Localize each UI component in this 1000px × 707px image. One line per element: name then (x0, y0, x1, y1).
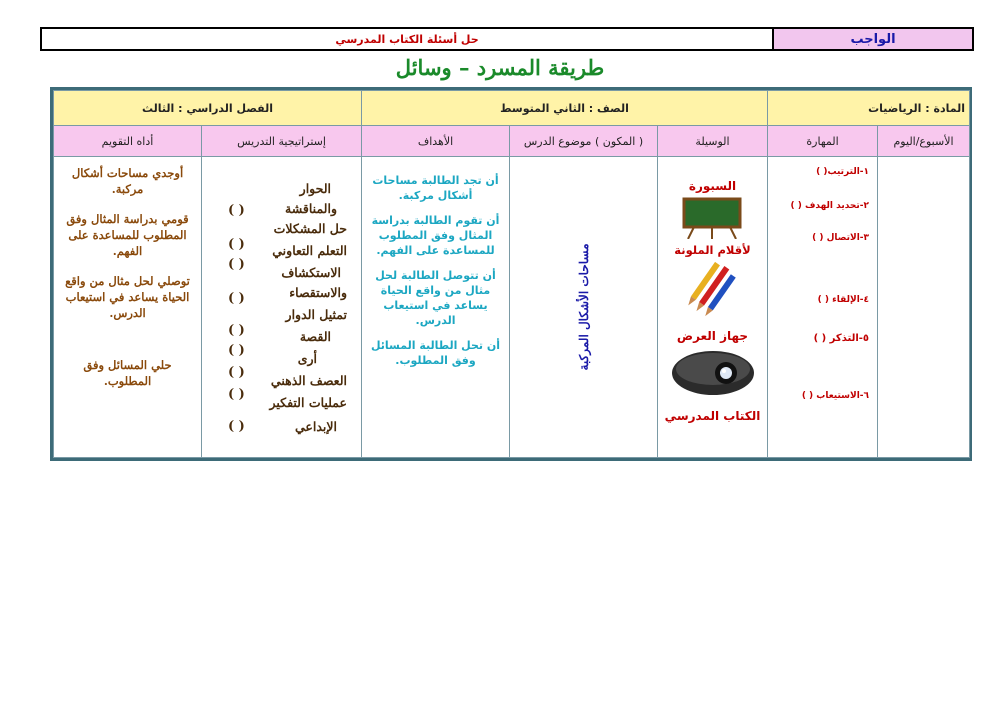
col-header-skill: المهارة (768, 126, 878, 157)
strategy-checkbox[interactable]: ( ) (228, 343, 245, 358)
col-header-week: الأسبوع/اليوم (878, 126, 970, 157)
skill-item: ٢-تحديد الهدف ( ) (790, 201, 870, 211)
strategy-checkbox[interactable]: ( ) (228, 387, 245, 402)
homework-label: الواجب (772, 29, 972, 49)
projector-icon (670, 345, 756, 397)
strategy-cell (202, 157, 362, 458)
strategy-checkbox[interactable]: ( ) (228, 323, 245, 338)
homework-value: حل أسئلة الكتاب المدرسي (335, 32, 479, 46)
evaluation-item: توصلي لحل مثال من واقع الحياة يساعد في استيعاب الدرس. (65, 274, 190, 320)
evaluation-item: قومي بدراسة المثال وفق المطلوب للمساعدة على الفهم. (66, 212, 189, 258)
evaluation-cell (54, 157, 202, 458)
skill-item: ٥-التذكر ( ) (813, 333, 870, 344)
homework-bar (40, 27, 974, 51)
skill-item: ١-الترتيب( ) (816, 167, 870, 177)
goal-item: أن تتوصل الطالبة لحل مثال من واقع الحياة يساعد في استيعاب الدرس. (375, 269, 496, 327)
strategy-item: الإبداعي (295, 419, 337, 434)
lesson-plan-table (50, 87, 972, 461)
strategy-checkbox[interactable]: ( ) (228, 257, 245, 272)
strategy-item: تمثيل الدوار (285, 307, 347, 322)
skills-cell (768, 157, 878, 458)
projector-label: جهاز العرض (676, 329, 749, 343)
goal-item: أن تقوم الطالبة بدراسة المثال وفق المطلوب للمساعدة على الفهم. (371, 214, 500, 257)
skill-item: ٣-الاتصال ( ) (812, 233, 870, 243)
page-title: طريقة المسرد – وسائل (395, 55, 605, 80)
strategy-item: والاستقصاء (289, 285, 347, 300)
colored-pencils-icon (688, 261, 738, 321)
col-header-means: الوسيلة (658, 126, 768, 157)
strategy-checkbox[interactable]: ( ) (228, 291, 245, 306)
col-header-topic: ( المكون ) موضوع الدرس (510, 126, 658, 157)
strategy-item: عمليات التفكير (269, 395, 347, 410)
board-label: السبورة (688, 179, 737, 193)
strategy-item: القصة (299, 329, 331, 344)
chalkboard-icon (682, 197, 742, 239)
skill-item: ٦-الاستيعاب ( ) (801, 391, 870, 401)
strategy-checkbox[interactable]: ( ) (228, 237, 245, 252)
goal-item: أن تجد الطالبة مساحات أشكال مركبة. (372, 174, 499, 202)
skill-item: ٤-الإلقاء ( ) (817, 295, 870, 305)
strategy-item: الاستكشاف (281, 265, 341, 280)
strategy-item: الحوار (299, 181, 331, 196)
term-cell: الفصل الدراسي : الثالث (54, 91, 362, 126)
strategy-checkbox[interactable]: ( ) (228, 203, 245, 218)
strategy-checkbox[interactable]: ( ) (228, 365, 245, 380)
topic-cell (510, 157, 658, 458)
subject-cell: المادة : الرياضيات (768, 91, 970, 126)
strategy-item: أرى (297, 351, 317, 366)
goals-cell (362, 157, 510, 458)
grade-cell: الصف : الثاني المتوسط (362, 91, 768, 126)
col-header-strategy: إستراتيجية التدريس (202, 126, 362, 157)
means-cell (658, 157, 768, 458)
strategy-item: والمناقشة (285, 201, 337, 216)
goal-item: أن تحل الطالبة المسائل وفق المطلوب. (370, 339, 501, 367)
col-header-goals: الأهداف (362, 126, 510, 157)
week-cell (878, 157, 970, 458)
strategy-checkbox[interactable]: ( ) (228, 419, 245, 434)
strategy-item: حل المشكلات (273, 221, 347, 236)
evaluation-item: أوجدي مساحات أشكال مركبة. (71, 166, 184, 196)
pens-label: لأقلام الملونة (674, 243, 751, 257)
textbook-label: الكتاب المدرسي (664, 409, 761, 423)
lesson-topic: مساحات الأشكال المركبة (576, 243, 591, 371)
col-header-evaluation: أداه التقويم (54, 126, 202, 157)
strategy-item: العصف الذهني (270, 373, 347, 388)
evaluation-item: حلي المسائل وفق المطلوب. (83, 358, 172, 388)
strategy-item: التعلم التعاوني (272, 243, 347, 258)
